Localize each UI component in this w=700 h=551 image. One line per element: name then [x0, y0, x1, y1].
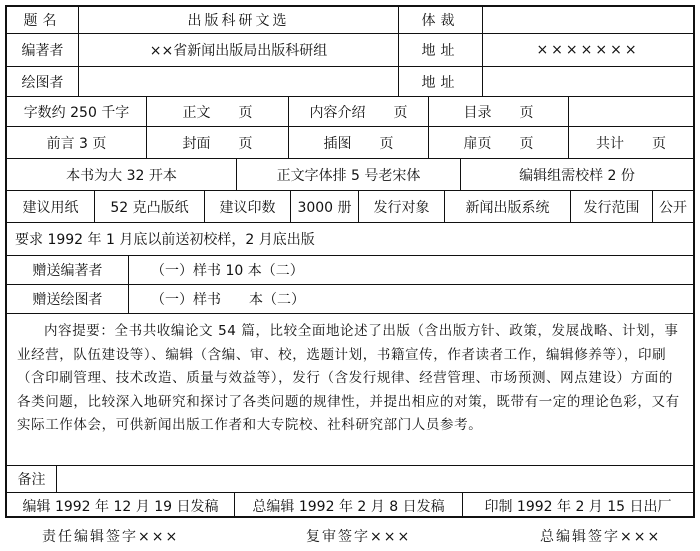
gift-illustrator-value: （一）样书 本（二）: [151, 292, 305, 308]
remarks-row: [7, 466, 693, 493]
author-address-value: ×××××××: [536, 42, 640, 58]
summary-text: 内容提要：全书共收编论文 54 篇，比较全面地论述了出版（含出版方针、政策，发展战略、计划，事业经营，队伍建设等）、编辑（含编、审、校，选题计划，书籍宣传，作者读者工作，编辑修养等），印刷（含印刷管理、技术改造、质量与效益等），发行（含发行规律、经营管理、市场预测、网点建设）方面的各类问题，比较深入地研究和探讨了各类问题的规律性，并提出相应的对策，既带有一定的理论色彩，又有实际工作体会，可供新闻出版工作者和大专院校、社科研究部门人员参考。: [17, 323, 680, 433]
pages-row-2: [7, 127, 693, 159]
genre-value: [483, 7, 693, 33]
gift-author-label: 赠送编著者: [7, 256, 129, 284]
proof-count: 编辑组需校样 2 份: [519, 167, 635, 184]
illustrator-label: 绘图者: [7, 67, 79, 96]
edit-date: 编辑 1992 年 12 月 19 日发稿: [7, 493, 235, 518]
remarks-value: [57, 466, 693, 492]
pages-row-1: [7, 97, 693, 127]
cover-pages: 封面 页: [147, 127, 289, 158]
author-value: ××省新闻出版局出版科研组: [79, 34, 399, 66]
print-row: [7, 191, 693, 223]
author-label: 编著者: [7, 34, 79, 66]
audience-label: 发行对象: [359, 191, 445, 222]
gift-illustrator-label: 赠送绘图者: [7, 285, 129, 313]
book-size: 本书为大 32 开本: [7, 159, 237, 190]
illustrator-address-label: 地址: [399, 67, 483, 96]
author-address-label: 地址: [399, 34, 483, 66]
paper-value: 52 克凸版纸: [95, 191, 205, 222]
print-qty-value: 3000 册: [291, 191, 359, 222]
illustrator-value: [79, 67, 399, 96]
body-pages: 正文 页: [147, 97, 289, 126]
print-qty-label: 建议印数: [205, 191, 291, 222]
author-row: [7, 34, 693, 67]
editor-signature: 责任编辑签字×××: [42, 529, 180, 545]
font-spec: 正文字体排 5 号老宋体: [237, 159, 461, 190]
format-row: [7, 159, 693, 191]
total-pages: 共计 页: [596, 135, 666, 152]
word-count: 字数约 250 千字: [7, 97, 147, 126]
summary-row: [7, 314, 693, 466]
title-label: 题名: [7, 7, 79, 33]
preface-pages: 前言 3 页: [7, 127, 147, 158]
illustrator-address-value: [483, 67, 693, 96]
requirement-row: [7, 223, 693, 256]
intro-pages: 内容介绍 页: [289, 97, 429, 126]
illustration-pages: 插图 页: [289, 127, 429, 158]
gift-author-row: [7, 256, 693, 285]
gift-author-value: （一）样书 10 本（二）: [151, 263, 304, 279]
dates-row: [7, 493, 693, 518]
scope-label: 发行范围: [571, 191, 653, 222]
reviewer-signature: 复审签字×××: [306, 529, 412, 545]
blank-cell: [569, 97, 693, 126]
genre-label: 体裁: [399, 7, 483, 33]
title-row: [7, 7, 693, 34]
gift-illustrator-row: [7, 285, 693, 314]
chief-editor-signature: 总编辑签字×××: [540, 529, 662, 545]
illustrator-row: [7, 67, 693, 97]
paper-label: 建议用纸: [7, 191, 95, 222]
requirement-text: 要求 1992 年 1 月底以前送初校样，2 月底出版: [15, 232, 315, 248]
publication-form: [5, 5, 695, 518]
remarks-label: 备注: [7, 466, 57, 492]
toc-pages: 目录 页: [429, 97, 569, 126]
scope-value: 公开: [659, 199, 687, 216]
title-value: 出版科研文选: [79, 7, 399, 33]
audience-value: 新闻出版系统: [445, 191, 571, 222]
flyleaf-pages: 扉页 页: [429, 127, 569, 158]
print-date: 印制 1992 年 2 月 15 日出厂: [484, 498, 672, 515]
chief-edit-date: 总编辑 1992 年 2 月 8 日发稿: [235, 493, 463, 518]
